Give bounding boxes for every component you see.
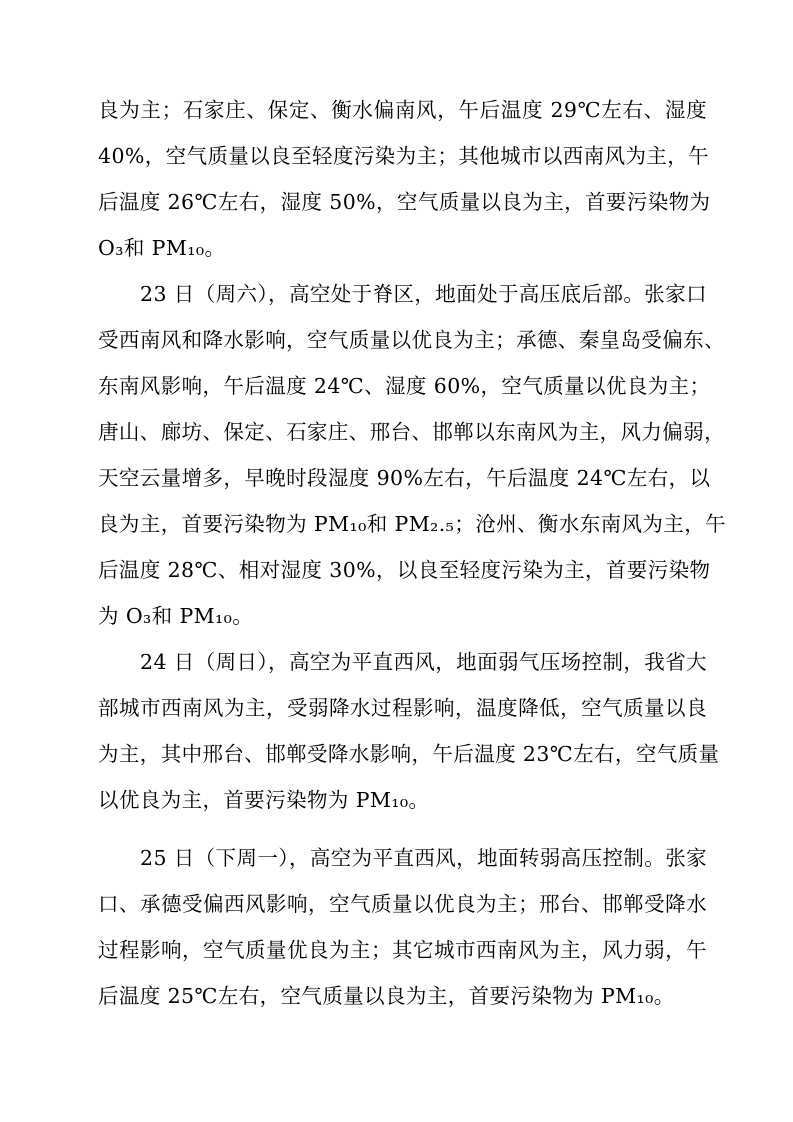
text-line: O₃和 PM₁₀。 bbox=[98, 236, 226, 260]
text-line: 为 O₃和 PM₁₀。 bbox=[98, 604, 254, 628]
text-line: 后温度 25℃左右，空气质量以良为主，首要污染物为 PM₁₀。 bbox=[98, 984, 675, 1008]
text-line: 受西南风和降水影响，空气质量以优良为主；承德、秦皇岛受偏东、 bbox=[98, 328, 725, 352]
text-line: 口、承德受偏西风影响，空气质量以优良为主；邢台、邯郸受降水 bbox=[98, 892, 707, 916]
text-line: 为主，其中邢台、邯郸受降水影响，午后温度 23℃左右，空气质量 bbox=[98, 742, 720, 766]
text-line: 唐山、廊坊、保定、石家庄、邢台、邯郸以东南风为主，风力偏弱， bbox=[98, 420, 725, 444]
text-line: 良为主；石家庄、保定、衡水偏南风，午后温度 29℃左右、湿度 bbox=[98, 98, 707, 122]
text-line: 23 日（周六），高空处于脊区，地面处于高压底后部。张家口 bbox=[140, 282, 707, 306]
paragraph-gap bbox=[98, 823, 707, 835]
paragraph-day-24 bbox=[98, 639, 720, 823]
text-line: 25 日（下周一），高空为平直西风，地面转弱高压控制。张家 bbox=[140, 846, 707, 870]
text-line: 24 日（周日），高空为平直西风，地面弱气压场控制，我省大 bbox=[140, 650, 707, 674]
document-page bbox=[98, 87, 726, 1019]
text-line: 天空云量增多，早晚时段湿度 90%左右，午后温度 24℃左右，以 bbox=[98, 466, 711, 490]
text-line: 良为主，首要污染物为 PM₁₀和 PM₂.₅；沧州、衡水东南风为主，午 bbox=[98, 512, 726, 536]
paragraph-day-23 bbox=[98, 271, 726, 639]
text-line: 后温度 28℃、相对湿度 30%，以良至轻度污染为主，首要污染物 bbox=[98, 558, 711, 582]
text-line: 部城市西南风为主，受弱降水过程影响，温度降低，空气质量以良 bbox=[98, 696, 707, 720]
text-line: 后温度 26℃左右，湿度 50%，空气质量以良为主，首要污染物为 bbox=[98, 190, 711, 214]
text-line: 40%，空气质量以良至轻度污染为主；其他城市以西南风为主，午 bbox=[98, 144, 710, 168]
text-line: 过程影响，空气质量优良为主；其它城市西南风为主，风力弱，午 bbox=[98, 938, 707, 962]
text-line: 以优良为主，首要污染物为 PM₁₀。 bbox=[98, 788, 430, 812]
paragraph-day-25 bbox=[98, 835, 707, 1019]
paragraph-continuation bbox=[98, 87, 711, 271]
text-line: 东南风影响，午后温度 24℃、湿度 60%，空气质量以优良为主； bbox=[98, 374, 711, 398]
